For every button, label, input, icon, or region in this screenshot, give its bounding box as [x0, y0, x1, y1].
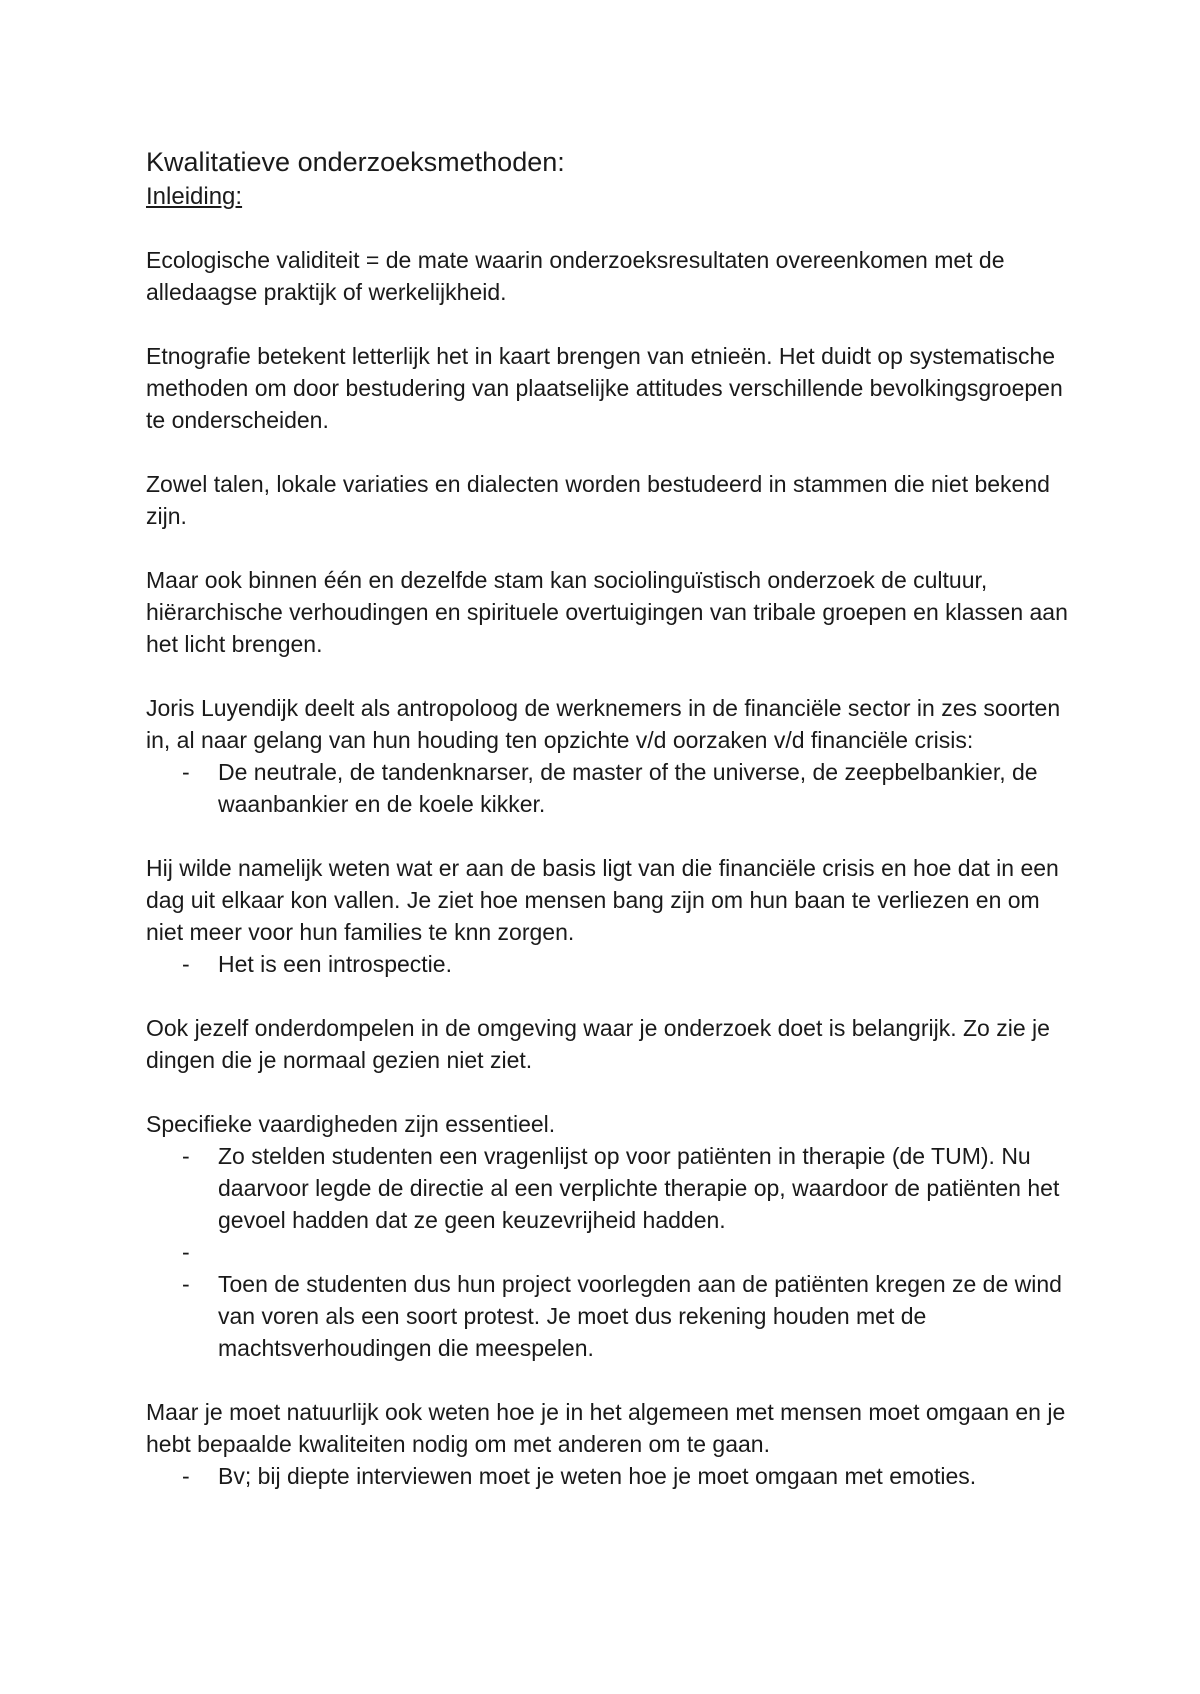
bullet-marker: -	[182, 1143, 190, 1169]
bullet-list	[146, 1140, 1076, 1364]
paragraph-text: Specifieke vaardigheden zijn essentieel.	[146, 1111, 556, 1137]
paragraph-block	[146, 692, 1076, 820]
paragraph-block	[146, 564, 1076, 660]
paragraph-block	[146, 340, 1076, 436]
paragraph-block	[146, 244, 1076, 308]
bullet-list	[146, 1460, 1076, 1492]
document-title: Kwalitatieve onderzoeksmethoden:	[146, 147, 565, 177]
bullet-item	[146, 948, 1076, 980]
bullet-text: Zo stelden studenten een vragenlijst op voor patiënten in therapie (de TUM). Nu daarvoor legde de directie al een verplichte therapie op, waardoor de patiënten het gevoel hadden dat ze geen keuzevrijheid hadden.	[218, 1143, 1060, 1233]
bullet-list	[146, 756, 1076, 820]
paragraph-text: Maar je moet natuurlijk ook weten hoe je in het algemeen met mensen moet omgaan en je hebt bepaalde kwaliteiten nodig om met anderen om te gaan.	[146, 1399, 1066, 1457]
section-heading: Inleiding:	[146, 183, 243, 210]
document-body	[146, 144, 1076, 1524]
bullet-text: Toen de studenten dus hun project voorlegden aan de patiënten kregen ze de wind van voren als een soort protest. Je moet dus rekening houden met de machtsverhoudingen die meespelen.	[218, 1271, 1062, 1361]
bullet-item	[146, 1268, 1076, 1364]
bullet-marker: -	[182, 759, 190, 785]
bullet-marker: -	[182, 1239, 190, 1265]
bullet-text: De neutrale, de tandenknarser, de master of the universe, de zeepbelbankier, de waanbankier en de koele kikker.	[218, 759, 1038, 817]
paragraph-text: Etnografie betekent letterlijk het in kaart brengen van etnieën. Het duidt op systematische methoden om door bestudering van plaatselijke attitudes verschillende bevolkingsgroepen te onderscheiden.	[146, 343, 1063, 433]
bullet-list	[146, 948, 1076, 980]
paragraph-text: Ecologische validiteit = de mate waarin onderzoeksresultaten overeenkomen met de alledaagse praktijk of werkelijkheid.	[146, 247, 1005, 305]
bullet-marker: -	[182, 951, 190, 977]
paragraph-block	[146, 468, 1076, 532]
bullet-marker: -	[182, 1463, 190, 1489]
paragraph-text: Ook jezelf onderdompelen in de omgeving waar je onderzoek doet is belangrijk. Zo zie je dingen die je normaal gezien niet ziet.	[146, 1015, 1050, 1073]
bullet-marker: -	[182, 1271, 190, 1297]
paragraph-text: Joris Luyendijk deelt als antropoloog de werknemers in de financiële sector in zes soorten in, al naar gelang van hun houding ten opzichte v/d oorzaken v/d financiële crisis:	[146, 695, 1061, 753]
paragraph-block	[146, 1396, 1076, 1492]
bullet-text: Bv; bij diepte interviewen moet je weten hoe je moet omgaan met emoties.	[218, 1463, 977, 1489]
bullet-item	[146, 1140, 1076, 1236]
bullet-item	[146, 1460, 1076, 1492]
paragraph-text: Hij wilde namelijk weten wat er aan de basis ligt van die financiële crisis en hoe dat in een dag uit elkaar kon vallen. Je ziet hoe mensen bang zijn om hun baan te verliezen en om niet meer voor hun families te knn zorgen.	[146, 855, 1059, 945]
paragraph-list	[146, 244, 1076, 1492]
paragraph-block	[146, 852, 1076, 980]
paragraph-block	[146, 1108, 1076, 1364]
bullet-text: Het is een introspectie.	[218, 951, 452, 977]
paragraph-text: Zowel talen, lokale variaties en dialecten worden bestudeerd in stammen die niet bekend zijn.	[146, 471, 1050, 529]
bullet-item	[146, 1236, 1076, 1268]
paragraph-text: Maar ook binnen één en dezelfde stam kan sociolinguïstisch onderzoek de cultuur, hiërarchische verhoudingen en spirituele overtuigingen van tribale groepen en klassen aan het licht brengen.	[146, 567, 1068, 657]
paragraph-block	[146, 1012, 1076, 1076]
bullet-item	[146, 756, 1076, 820]
